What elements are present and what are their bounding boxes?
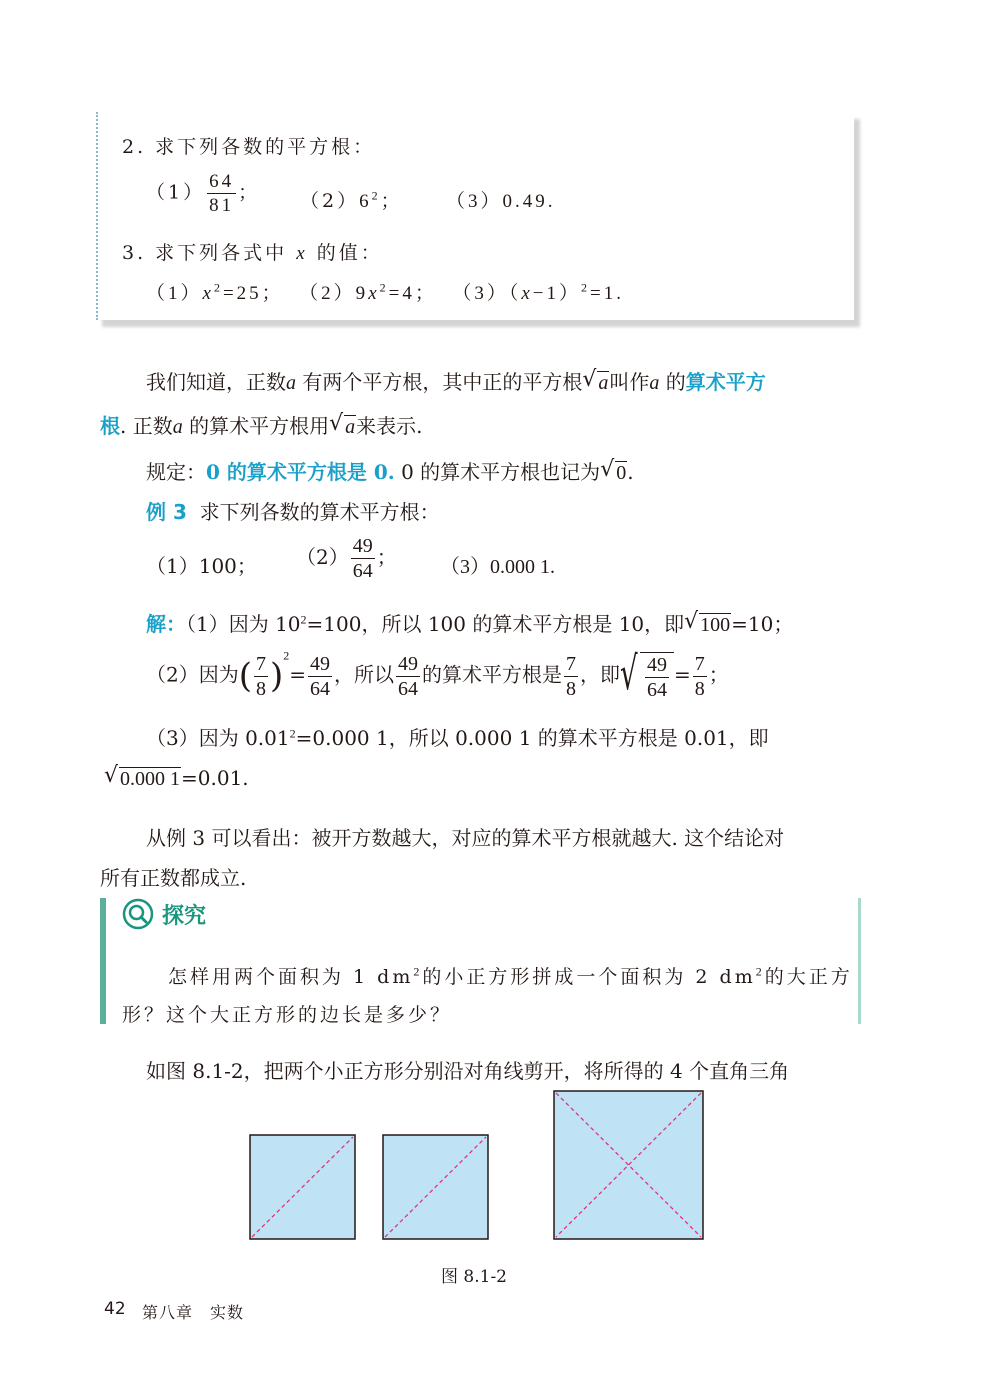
- example-3-part3: （3）0.000 1.: [440, 556, 555, 578]
- fraction-numerator: 64: [209, 171, 235, 192]
- example-3-part2: （2） $\frac{49}{64}$ ；: [296, 535, 397, 582]
- small-square-2: [383, 1135, 488, 1239]
- exercise-2-question: 2. 求下列各数的平方根：: [122, 136, 376, 158]
- example-3-part1: （1）100；: [146, 554, 257, 578]
- solution-line4: √ 0.000 1=0.01.: [104, 766, 249, 791]
- solution-line2: （2）因为( $\frac{7}{8}$ )$^2$= $\frac{49}{64}$ ，所以 $\frac{49}{64}$ 的算术平方根是 $\frac{7}{8}$ ，即 √ $\frac{49}{64}$ = $\frac{7}{8}$ ；: [146, 652, 729, 700]
- rule-line: 规定：0 的算术平方根是 0. 0 的算术平方根也记为√ 0.: [146, 456, 634, 485]
- explore-question-line1: 怎样用两个面积为 1 $dm^2$的小正方形拼成一个面积为 2 $dm^2$的大正方: [168, 964, 853, 988]
- exercise-2-part3: （3）0.49.: [446, 191, 556, 212]
- solution-line1: 解：（1）因为 $10^2=100$，所以 100 的算术平方根是 10，即√ 100=10；: [146, 608, 793, 637]
- exercise-3-question: 3. 求下列各式中 x 的值：: [122, 242, 383, 264]
- solution-line3: （3）因为 $0.01^2=0.000$ 1，所以 0.000 1 的算术平方根是 0.01，即: [146, 726, 769, 750]
- term-arithmetic-square-root: 算术平方: [685, 370, 766, 394]
- explore-title: 探究: [122, 898, 206, 930]
- fraction-denominator: 81: [209, 195, 235, 216]
- paragraph-definition-line1: 我们知道，正数a 有两个平方根，其中正的平方根√ a叫作a 的算术平方: [146, 366, 766, 395]
- exercise-2-parts: （1） $\frac{64}{81}$ ；: [146, 171, 261, 216]
- conclusion-line2: 所有正数都成立.: [100, 866, 247, 890]
- small-square-1: [250, 1135, 355, 1239]
- example-label: 例 3: [146, 500, 187, 524]
- figure-description: 如图 8.1-2，把两个小正方形分别沿对角线剪开，将所得的 4 个直角三角: [146, 1059, 790, 1083]
- conclusion-line1: 从例 3 可以看出：被开方数越大，对应的算术平方根就越大. 这个结论对: [146, 826, 785, 850]
- paragraph-definition-line2: 根. 正数a 的算术平方根用√ a来表示.: [100, 410, 422, 439]
- magnifier-icon: [122, 898, 154, 930]
- figure-caption: 图 8.1-2: [441, 1267, 507, 1287]
- example-3-heading: 例 3 求下列各数的算术平方根：: [146, 500, 440, 524]
- page-number: 42: [104, 1299, 126, 1319]
- large-square: [554, 1091, 703, 1239]
- exercise-3-parts: $(1)x^2=25$； $(2)9x^2=4$； $(3)(x-1)^2=1$.: [146, 280, 624, 304]
- explore-question-line2: 形？这个大正方形的边长是多少？: [122, 1004, 453, 1026]
- solution-label: 解：: [146, 612, 186, 636]
- exercise-2-part2: $(2)6^2$；: [300, 188, 403, 212]
- rule-highlight: 0 的算术平方根是 0.: [206, 460, 395, 484]
- chapter-title: 第八章 实数: [142, 1303, 245, 1322]
